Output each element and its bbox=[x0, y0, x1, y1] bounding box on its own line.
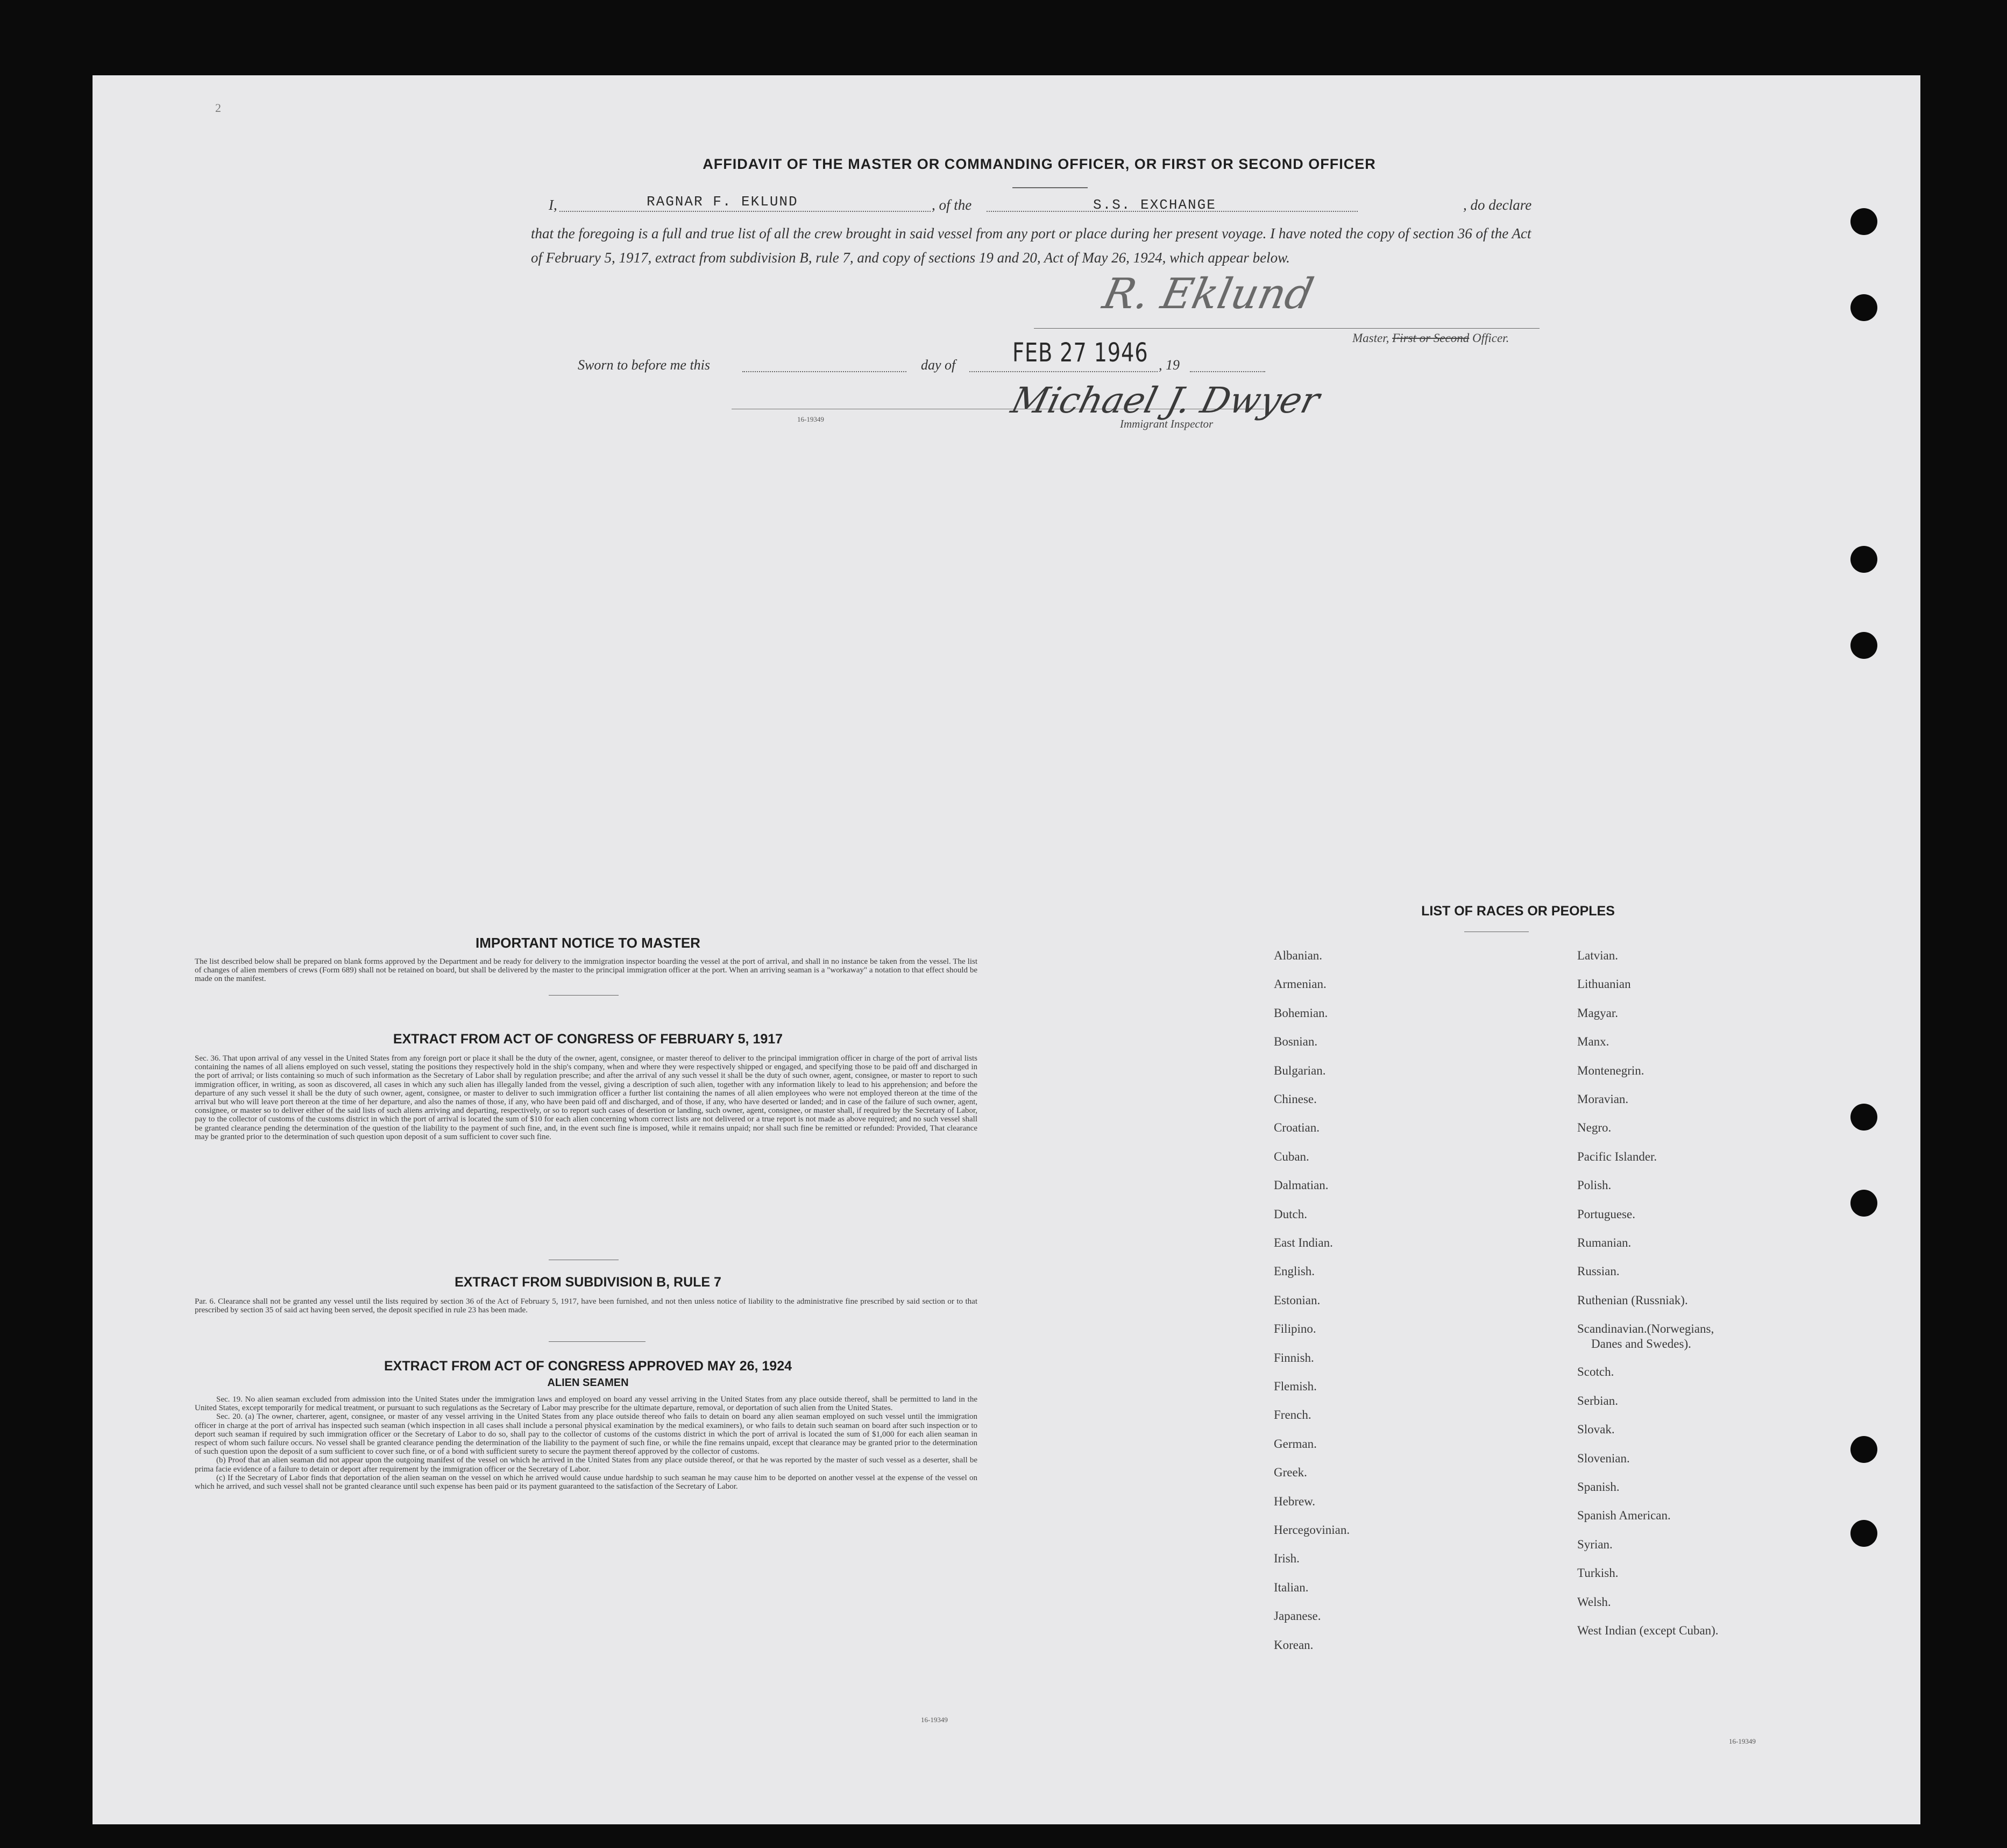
year-prefix: , 19 bbox=[1159, 357, 1180, 373]
race-item: Spanish American. bbox=[1577, 1509, 1671, 1523]
corner-mark: 2 bbox=[215, 101, 221, 115]
sec19-text: Sec. 19. No alien seaman excluded from admission into the United States under the immigration laws and employed on board any vessel arriving in the United States from any place outside thereof, shall be permitted to land in the United States, except temporarily for medical treatment, or pursuant to such regulations as the Secretary of Labor may prescribe for the ultimate departure, removal, or deportation of such alien from the United States. bbox=[195, 1395, 977, 1413]
race-item: Korean. bbox=[1274, 1638, 1314, 1652]
race-item: Syrian. bbox=[1577, 1537, 1613, 1551]
race-item: Irish. bbox=[1274, 1552, 1300, 1566]
punch-hole bbox=[1850, 546, 1877, 573]
race-item: Italian. bbox=[1274, 1580, 1309, 1594]
race-item: West Indian (except Cuban). bbox=[1577, 1623, 1719, 1637]
race-item-continuation: Danes and Swedes). bbox=[1591, 1337, 1691, 1351]
race-item: Flemish. bbox=[1274, 1380, 1317, 1393]
race-item: Bohemian. bbox=[1274, 1006, 1328, 1020]
divider bbox=[549, 995, 619, 996]
subdiv-text: Par. 6. Clearance shall not be granted any vessel until the lists required by section 36 of the Act of February 5, 1917, have been furnished, and not then unless notice of liability to the administrative fine prescribed by said section or to that prescribed by section 35 of said act having been served, the deposit specified in rule 23 has been made. bbox=[195, 1297, 977, 1315]
race-item: Chinese. bbox=[1274, 1092, 1317, 1106]
race-item: Moravian. bbox=[1577, 1092, 1629, 1106]
race-item: Scandinavian.(Norwegians, bbox=[1577, 1322, 1714, 1336]
master-caption bbox=[1352, 331, 1509, 345]
act1917-title: EXTRACT FROM ACT OF CONGRESS OF FEBRUARY 5, 1917 bbox=[393, 1032, 783, 1047]
race-item: Polish. bbox=[1577, 1178, 1612, 1192]
inspector-caption: Immigrant Inspector bbox=[1120, 417, 1214, 430]
races-form-no: 16-19349 bbox=[1729, 1737, 1756, 1745]
race-item: Latvian. bbox=[1577, 949, 1618, 962]
master-caption-b: Officer. bbox=[1469, 331, 1509, 345]
act1924-subtitle: ALIEN SEAMEN bbox=[547, 1377, 629, 1389]
race-item: Albanian. bbox=[1274, 949, 1323, 962]
race-item: Hebrew. bbox=[1274, 1494, 1316, 1508]
races-title: LIST OF RACES OR PEOPLES bbox=[1421, 904, 1615, 919]
punch-hole bbox=[1850, 632, 1877, 659]
punch-hole bbox=[1850, 1436, 1877, 1463]
race-item: Estonian. bbox=[1274, 1293, 1321, 1307]
master-signature: R. Eklund bbox=[1098, 270, 1318, 318]
document-page bbox=[93, 75, 1920, 1824]
race-item: Slovak. bbox=[1577, 1423, 1615, 1437]
race-item: Bosnian. bbox=[1274, 1035, 1318, 1049]
race-item: French. bbox=[1274, 1408, 1311, 1422]
race-item: Dutch. bbox=[1274, 1207, 1307, 1221]
race-item: Bulgarian. bbox=[1274, 1063, 1326, 1077]
race-item: Japanese. bbox=[1274, 1609, 1321, 1623]
sec20c-text: (c) If the Secretary of Labor finds that deportation of the alien seaman on the vessel on which he arrived would cause undue hardship to such seaman he may cause him to be deported on another vessel at the expense of the vessel on which he arrived, and such vessel shall not be granted clearance until such expense has been paid or its payment guaranteed to the satisfaction of the Secretary of Labor. bbox=[195, 1473, 977, 1491]
notice-text: The list described below shall be prepared on blank forms approved by the Department and be ready for delivery to the immigration inspector boarding the vessel at the port of arrival, and shall in no instance be taken from the vessel. The list of changes of alien members of crews (Form 689) shall not be retained on board, but shall be delivered by the master to the principal immigration officer at the port. When an arriving seaman is a "workaway" a notation to that effect should be made on the manifest. bbox=[195, 957, 977, 984]
vessel-name: S.S. EXCHANGE bbox=[1093, 197, 1216, 213]
race-item: English. bbox=[1274, 1264, 1315, 1278]
master-caption-struck: First or Second bbox=[1392, 331, 1470, 345]
affidavit-title: AFFIDAVIT OF THE MASTER OR COMMANDING OFFICER, OR FIRST OR SECOND OFFICER bbox=[703, 156, 1376, 172]
race-item: Rumanian. bbox=[1577, 1236, 1632, 1249]
race-item: Slovenian. bbox=[1577, 1451, 1630, 1465]
sec20b-text: (b) Proof that an alien seaman did not appear upon the outgoing manifest of the vessel on which he arrived in the United States from any place outside thereof, or that he was reported by the master of such vessel as a deserter, shall be prima facie evidence of a failure to detain or deport after requirement by the immigration officer or the Secretary of Labor. bbox=[195, 1456, 977, 1474]
sworn-day-line bbox=[742, 356, 906, 372]
race-item: Dalmatian. bbox=[1274, 1178, 1329, 1192]
subdiv-title: EXTRACT FROM SUBDIVISION B, RULE 7 bbox=[455, 1275, 721, 1290]
do-declare-label: , do declare bbox=[1463, 197, 1532, 213]
divider bbox=[549, 1341, 646, 1342]
race-item: Greek. bbox=[1274, 1466, 1307, 1480]
race-item: Russian. bbox=[1577, 1264, 1620, 1278]
day-of-label: day of bbox=[921, 357, 956, 373]
race-item: Magyar. bbox=[1577, 1006, 1619, 1020]
race-item: Manx. bbox=[1577, 1035, 1609, 1049]
race-item: Serbian. bbox=[1577, 1394, 1619, 1408]
sec20a-text: Sec. 20. (a) The owner, charterer, agent, consignee, or master of any vessel arriving in the United States from any place outside thereof who fails to detain on board any alien seaman employed on such vessel until the immigration officer in charge at the port of arrival has inspected such seaman (which inspection in all cases shall include a personal physical examination by the medical examiners), or who fails to detain such seaman on board after such inspection or to deport such seaman if required by such immigration officer or the Secretary of Labor to do so, shall pay to the collector of customs of the customs district in which the port of arrival is located the sum of $1,000 for each alien seaman in respect of whom such failure occurs. No vessel shall be granted clearance pending the determination of the liability to the payment of such fine, or while the fine remains unpaid, except that clearance may be granted prior to the determination of such question upon the deposit of a sum sufficient to cover such fine, or of a bond with sufficient surety to secure the payment thereof approved by the collector of customs. bbox=[195, 1412, 977, 1456]
master-caption-a: Master, bbox=[1352, 331, 1393, 345]
divider bbox=[1012, 187, 1088, 188]
of-the-label: , of the bbox=[932, 197, 972, 213]
race-item: Hercegovinian. bbox=[1274, 1523, 1350, 1537]
race-item: Scotch. bbox=[1577, 1365, 1614, 1379]
race-item: Cuban. bbox=[1274, 1149, 1309, 1163]
year-line bbox=[1190, 356, 1265, 372]
race-item: Lithuanian bbox=[1577, 977, 1631, 991]
race-item: Turkish. bbox=[1577, 1566, 1619, 1580]
race-item: Ruthenian (Russniak). bbox=[1577, 1293, 1688, 1307]
race-item: Finnish. bbox=[1274, 1351, 1314, 1364]
race-item: Croatian. bbox=[1274, 1121, 1320, 1135]
sworn-label: Sworn to before me this bbox=[578, 357, 711, 373]
race-item: Portuguese. bbox=[1577, 1207, 1635, 1221]
master-name: RAGNAR F. EKLUND bbox=[647, 194, 798, 210]
race-item: Pacific Islander. bbox=[1577, 1149, 1657, 1163]
date-stamp: FEB 27 1946 bbox=[1012, 338, 1148, 368]
race-item: German. bbox=[1274, 1437, 1317, 1451]
affidavit-form-no: 16-19349 bbox=[797, 415, 824, 423]
i-label: I, bbox=[549, 197, 557, 213]
punch-hole bbox=[1850, 208, 1877, 235]
race-item: Welsh. bbox=[1577, 1595, 1611, 1609]
act1917-text: Sec. 36. That upon arrival of any vessel in the United States from any foreign port or place it shall be the duty of the owner, agent, consignee, or master thereof to deliver to the principal immigration officer in charge of the port of arrival lists containing the names of all aliens employed on such vessel, stating the positions they respectively hold in the ship's company, when and where they were respectively shipped or engaged, and specifying those to be paid off and discharged in the port of arrival; or lists containing so much of such information as the Secretary of Labor shall by regulation prescribe; and after the arrival of any such vessel it shall be the duty of such owner, agent, consignee, or master to report to such immigration officer, in writing, as soon as discovered, all cases in which any such alien has illegally landed from the vessel, giving a description of such alien, together with any information likely to lead to his apprehension; and before the departure of any such vessel it shall be the duty of such owner, agent, consignee, or master to deliver to such immigration officer a further list containing the names of all alien employees who were not employed thereon at the time of the arrival but who will leave port thereon at the time of her departure, and also the names of those, if any, who have been paid off and discharged, and of those, if any, who have deserted or landed; and in case of the failure of such owner, agent, consignee, or master so to deliver either of the said lists of such aliens arriving and departing, respectively, or so to report such cases of desertion or landing, such owner, agent, consignee, or master shall, if required by the Secretary of Labor, pay to the collector of customs of the customs district in which the port of arrival is located the sum of $10 for each alien concerning whom correct lists are not delivered or a true report is not made as above required; and no such vessel shall be granted clearance pending the determination of the question of the liability to the payment of such fine, and, in the event such fine is imposed, while it remains unpaid; nor shall such fine be remitted or refunded: Provided, That clearance may be granted prior to the determination of such question upon deposit of a sum sufficient to cover such fine. bbox=[195, 1054, 977, 1141]
act1924-sections bbox=[195, 1395, 977, 1491]
race-item: East Indian. bbox=[1274, 1236, 1333, 1249]
affidavit-body: that the foregoing is a full and true list of all the crew brought in said vessel from any port or place during her present voyage. I have noted the copy of section 36 of the Act of February 5, 1917, extract from subdivision B, rule 7, and copy of sections 19 and 20, Act of May 26, 1924, which appear below. bbox=[531, 225, 1531, 266]
punch-hole bbox=[1850, 1104, 1877, 1131]
race-item: Montenegrin. bbox=[1577, 1063, 1644, 1077]
race-item: Filipino. bbox=[1274, 1322, 1316, 1336]
race-item: Spanish. bbox=[1577, 1480, 1620, 1494]
inspector-signature: Michael J. Dwyer bbox=[1007, 380, 1324, 421]
race-item: Negro. bbox=[1577, 1121, 1612, 1135]
race-item: Armenian. bbox=[1274, 977, 1327, 991]
notices-form-no: 16-19349 bbox=[921, 1716, 948, 1724]
punch-hole bbox=[1850, 1520, 1877, 1547]
notice-title: IMPORTANT NOTICE TO MASTER bbox=[476, 935, 700, 951]
punch-hole bbox=[1850, 294, 1877, 321]
punch-hole bbox=[1850, 1190, 1877, 1217]
act1924-title: EXTRACT FROM ACT OF CONGRESS APPROVED MAY 26, 1924 bbox=[384, 1359, 792, 1374]
